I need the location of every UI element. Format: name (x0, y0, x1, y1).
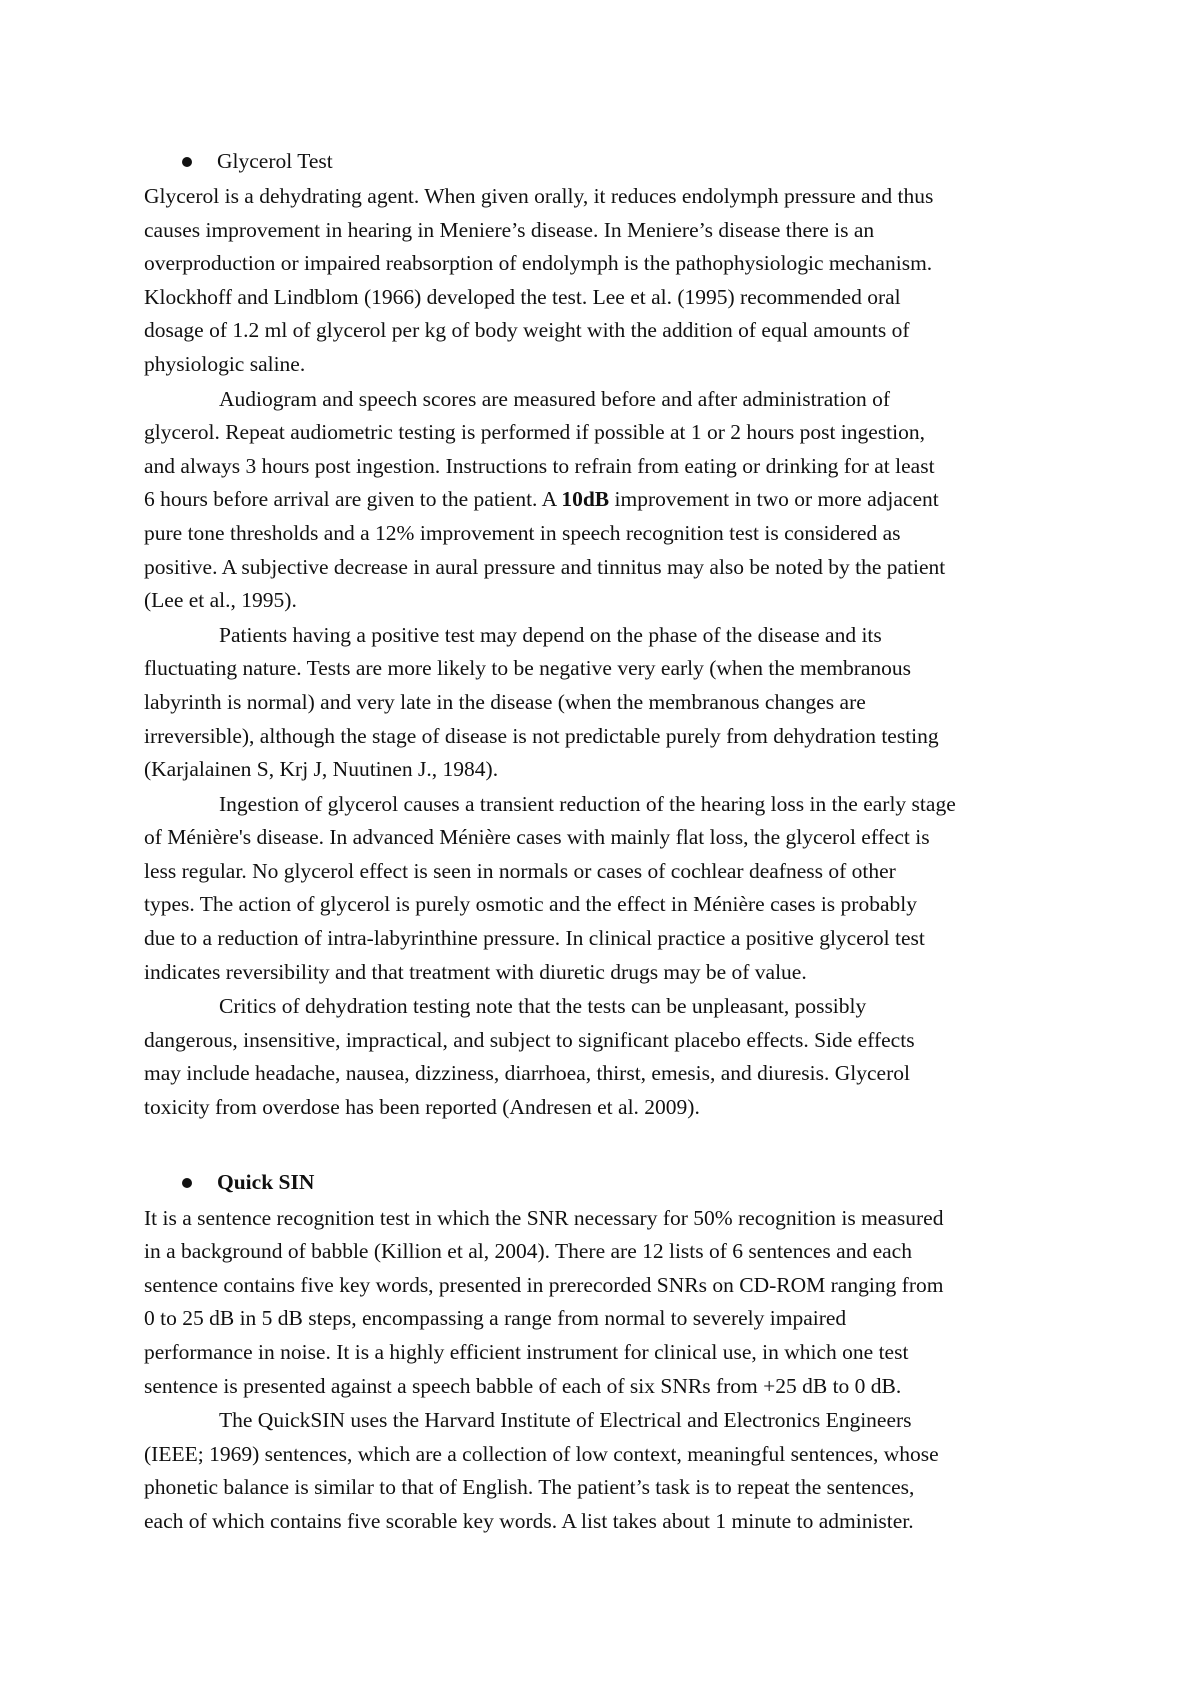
text-line: (IEEE; 1969) sentences, which are a collection of low context, meaningful sentences, whose (144, 1441, 939, 1466)
text-line: overproduction or impaired reabsorption of endolymph is the pathophysiologic mechanism. (144, 251, 933, 276)
text-line: Audiogram and speech scores are measured before and after administration of (219, 386, 891, 411)
text-line: dosage of 1.2 ml of glycerol per kg of body weight with the addition of equal amounts of (144, 318, 910, 343)
paragraph (144, 1202, 1080, 1404)
text-line: due to a reduction of intra-labyrinthine pressure. In clinical practice a positive glycerol test (144, 926, 925, 951)
text-line: performance in noise. It is a highly efficient instrument for clinical use, in which one test (144, 1340, 909, 1364)
paragraph (144, 990, 1080, 1124)
paragraph (144, 1404, 1080, 1538)
text-line: It is a sentence recognition test in which the SNR necessary for 50% recognition is measured (144, 1205, 944, 1230)
text-line: (Karjalainen S, Krj J, Nuutinen J., 1984). (144, 757, 499, 782)
section-glycerol-test (144, 145, 1080, 1125)
paragraph (144, 383, 1080, 618)
text-line: dangerous, insensitive, impractical, and subject to significant placebo effects. Side effects (144, 1027, 915, 1052)
text-line: Glycerol is a dehydrating agent. When given orally, it reduces endolymph pressure and thus (144, 184, 934, 208)
text-line: pure tone thresholds and a 12% improvement in speech recognition test is considered as (144, 520, 901, 545)
text-line: Ingestion of glycerol causes a transient reduction of the hearing loss in the early stage (219, 791, 956, 816)
paragraph (144, 619, 1080, 787)
text-line: in a background of babble (Killion et al, 2004). There are 12 lists of 6 sentences and each (144, 1239, 912, 1264)
text-line: improvement in two or more adjacent (609, 487, 939, 512)
text-line: and always 3 hours post ingestion. Instructions to refrain from eating or drinking for at least (144, 453, 935, 478)
section-heading (182, 145, 1080, 178)
text-line: toxicity from overdose has been reported (Andresen et al. 2009). (144, 1095, 700, 1120)
text-line: fluctuating nature. Tests are more likely to be negative very early (when the membranous (144, 656, 912, 681)
text-line: (Lee et al., 1995). (144, 588, 297, 613)
text-line: of Ménière's disease. In advanced Ménière cases with mainly flat loss, the glycerol effect is (144, 825, 930, 850)
text-line: irreversible), although the stage of disease is not predictable purely from dehydration testing (144, 723, 939, 748)
paragraph (144, 180, 1080, 382)
text-line: Patients having a positive test may depend on the phase of the disease and its (219, 622, 882, 647)
text-line: sentence contains five key words, presented in prerecorded SNRs on CD-ROM ranging from (144, 1272, 944, 1297)
text-line: Critics of dehydration testing note that the tests can be unpleasant, possibly (219, 994, 867, 1019)
text-line: each of which contains five scorable key words. A list takes about 1 minute to administer. (144, 1508, 914, 1533)
text-line: indicates reversibility and that treatment with diuretic drugs may be of value. (144, 959, 807, 984)
heading-text: Glycerol Test (217, 148, 333, 173)
text-line: sentence is presented against a speech babble of each of six SNRs from +25 dB to 0 dB. (144, 1373, 902, 1398)
text-line: may include headache, nausea, dizziness, diarrhoea, thirst, emesis, and diuresis. Glycerol (144, 1061, 910, 1086)
text-line: Klockhoff and Lindblom (1966) developed the test. Lee et al. (1995) recommended oral (144, 284, 901, 309)
text-line: 0 to 25 dB in 5 dB steps, encompassing a range from normal to severely impaired (144, 1306, 847, 1331)
heading-text: Quick SIN (217, 1170, 315, 1195)
text-line: The QuickSIN uses the Harvard Institute of Electrical and Electronics Engineers (219, 1408, 912, 1433)
bullet-icon (182, 1178, 192, 1188)
section-quick-sin (144, 1167, 1080, 1539)
text-line: types. The action of glycerol is purely osmotic and the effect in Ménière cases is probably (144, 892, 917, 917)
paragraph (144, 788, 1080, 990)
section-heading (182, 1167, 1080, 1200)
text-line: less regular. No glycerol effect is seen in normals or cases of cochlear deafness of other (144, 858, 896, 883)
text-line: causes improvement in hearing in Meniere’s disease. In Meniere’s disease there is an (144, 217, 875, 242)
text-line: phonetic balance is similar to that of English. The patient’s task is to repeat the sentences, (144, 1475, 915, 1500)
bold-value: 10dB (561, 487, 610, 512)
text-line: 6 hours before arrival are given to the patient. A (144, 487, 562, 512)
bullet-icon (182, 157, 192, 167)
text-line: physiologic saline. (144, 351, 306, 376)
text-line: positive. A subjective decrease in aural pressure and tinnitus may also be noted by the patient (144, 554, 946, 579)
text-line: labyrinth is normal) and very late in the disease (when the membranous changes are (144, 689, 866, 714)
text-line: glycerol. Repeat audiometric testing is performed if possible at 1 or 2 hours post ingestion, (144, 420, 926, 445)
